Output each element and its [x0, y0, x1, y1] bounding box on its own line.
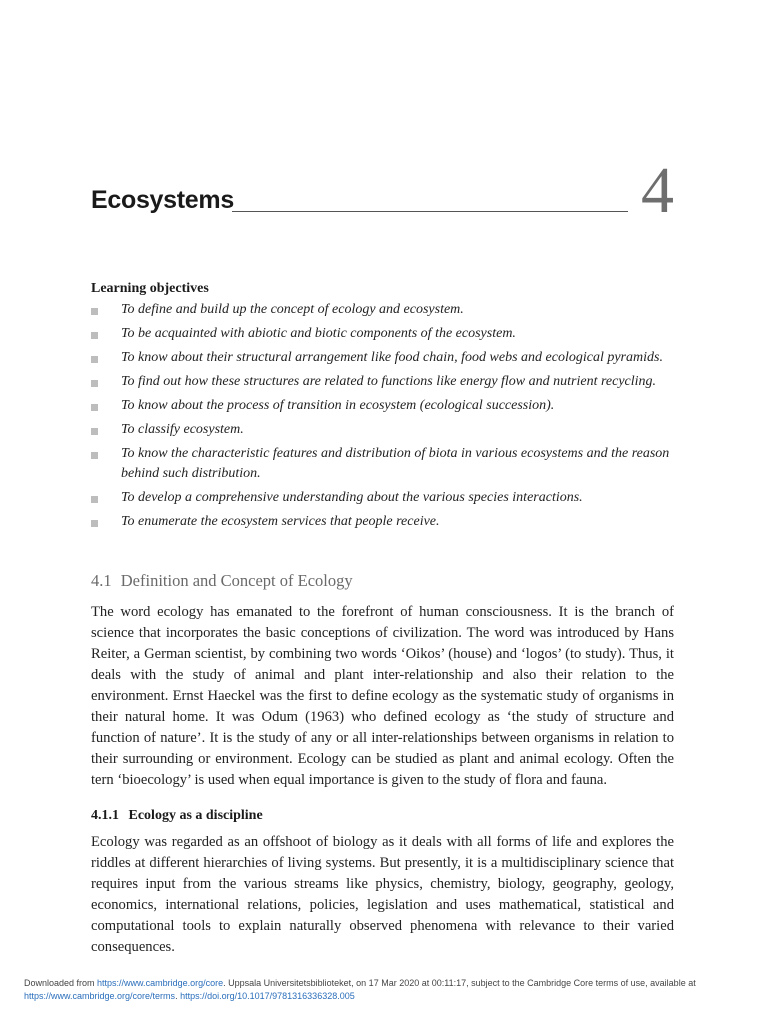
subsection-number: 4.1.1 — [91, 808, 119, 823]
section-heading — [91, 571, 353, 591]
objective-item — [91, 348, 676, 368]
square-bullet-icon — [91, 496, 98, 503]
objective-text: To develop a comprehensive understanding about the various species interactions. — [121, 490, 583, 505]
footer-middle: . Uppsala Universitetsbiblioteket, on 17 Mar 2020 at 00:11:17, subject to the Cambridge Core terms of use, available at — [223, 978, 696, 988]
objective-item — [91, 512, 676, 532]
square-bullet-icon — [91, 332, 98, 339]
chapter-header — [91, 154, 676, 230]
section-paragraph: The word ecology has emanated to the forefront of human consciousness. It is the branch of science that incorporates the basic conceptions of civilization. The word was introduced by Hans Reiter, a German scientist, by combining two words ‘Oikos’ (house) and ‘logos’ (to study). Thus, it deals with the study of animal and plant inter-relationship and also their relation to the environment. Ernst Haeckel was the first to define ecology as the systematic study of organisms in their natural home. It was Odum (1963) who defined ecology as ‘the study of structure and function of nature’. It is the study of any or all inter-relationships between organisms in relation to their surrounding or environment. Ecology can be studied as plant and animal ecology. Often the tern ‘bioecology’ is used when equal importance is given to the study of flora and fauna. — [91, 604, 674, 788]
download-footer — [24, 977, 744, 1003]
objective-list — [91, 300, 676, 532]
terms-link[interactable]: https://www.cambridge.org/core/terms — [24, 991, 176, 1001]
subsection-heading — [91, 808, 263, 824]
footer-separator: . — [175, 991, 181, 1001]
section-number: 4.1 — [91, 571, 112, 590]
objectives-heading: Learning objectives — [91, 281, 209, 296]
objective-text: To know about their structural arrangement like food chain, food webs and ecological pyramids. — [121, 350, 663, 365]
objective-text: To know about the process of transition in ecosystem (ecological succession). — [121, 398, 555, 413]
objective-text: To classify ecosystem. — [121, 422, 244, 437]
objective-text: To define and build up the concept of ecology and ecosystem. — [121, 302, 464, 317]
objective-text: To know the characteristic features and distribution of biota in various ecosystems and the reason behind such distribution. — [121, 446, 670, 481]
objective-item — [91, 420, 676, 440]
subsection-title: Ecology as a discipline — [128, 808, 263, 823]
square-bullet-icon — [91, 428, 98, 435]
objective-text: To be acquainted with abiotic and biotic components of the ecosystem. — [121, 326, 516, 341]
title-rule — [232, 211, 628, 212]
square-bullet-icon — [91, 308, 98, 315]
cambridge-core-link[interactable]: https://www.cambridge.org/core — [97, 978, 224, 988]
subsection-paragraph: Ecology was regarded as an offshoot of biology as it deals with all forms of life and explores the riddles at different hierarchies of living systems. But presently, it is a multidisciplinary science that requires input from the various streams like physics, chemistry, biology, geography, geology, economics, international relations, policies, legislation and uses mathematical, statistical and computational tools to explain naturally observed phenomena with relevance to their varied consequences. — [91, 834, 674, 955]
objective-item — [91, 488, 676, 508]
chapter-title: Ecosystems — [91, 186, 234, 214]
objective-item — [91, 324, 676, 344]
footer-prefix: Downloaded from — [24, 978, 98, 988]
doi-link[interactable]: https://doi.org/10.1017/9781316336328.005 — [180, 991, 355, 1001]
learning-objectives — [91, 280, 676, 536]
chapter-number: 4 — [641, 154, 674, 227]
square-bullet-icon — [91, 452, 98, 459]
objective-item — [91, 396, 676, 416]
square-bullet-icon — [91, 520, 98, 527]
section-title: Definition and Concept of Ecology — [120, 571, 353, 590]
objective-item — [91, 300, 676, 320]
square-bullet-icon — [91, 404, 98, 411]
square-bullet-icon — [91, 380, 98, 387]
objective-text: To find out how these structures are related to functions like energy flow and nutrient recycling. — [121, 374, 657, 389]
objective-text: To enumerate the ecosystem services that people receive. — [121, 514, 440, 529]
objective-item — [91, 444, 676, 484]
objective-item — [91, 372, 676, 392]
square-bullet-icon — [91, 356, 98, 363]
